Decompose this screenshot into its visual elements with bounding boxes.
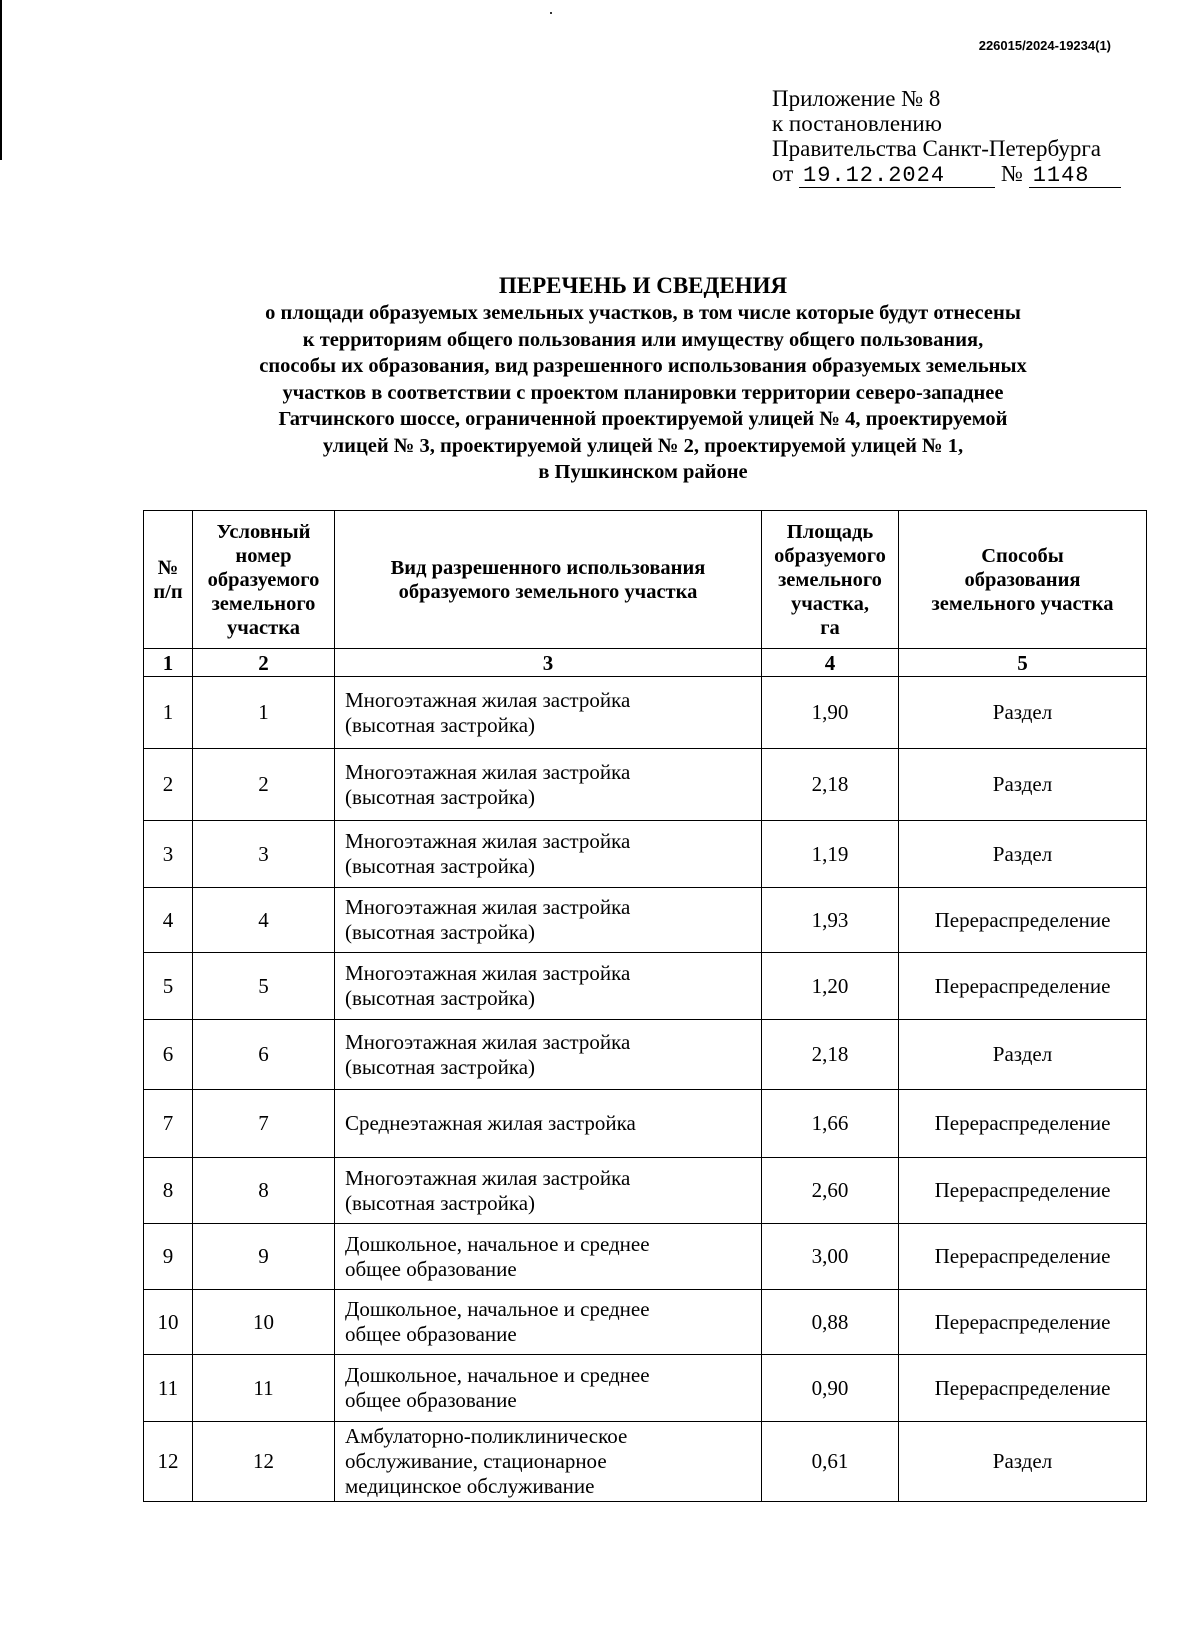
row-formation-method: Раздел: [899, 677, 1147, 749]
permitted-use-line: (высотная застройка): [345, 854, 536, 878]
appendix-resolution: к постановлению: [772, 111, 942, 136]
date-prefix: от: [772, 161, 794, 186]
permitted-use-line: Дошкольное, начальное и среднее: [345, 1297, 650, 1321]
row-index: 4: [144, 888, 193, 953]
permitted-use-line: медицинское обслуживание: [345, 1474, 595, 1498]
appendix-number: Приложение № 8: [772, 86, 941, 111]
row-area: 2,18: [762, 1020, 899, 1090]
row-permitted-use: [335, 677, 762, 749]
row-plot-number: 8: [193, 1158, 335, 1224]
scan-dot-mark: [550, 12, 552, 14]
row-plot-number: 5: [193, 953, 335, 1020]
table-row: [144, 1224, 1147, 1290]
permitted-use-line: обслуживание, стационарное: [345, 1449, 607, 1473]
permitted-use-line: общее образование: [345, 1322, 517, 1346]
row-formation-method: Раздел: [899, 821, 1147, 888]
row-permitted-use: [335, 1355, 762, 1422]
row-index: 5: [144, 953, 193, 1020]
row-formation-method: Перераспределение: [899, 1158, 1147, 1224]
table-body: [144, 677, 1147, 1502]
resolution-number: 1148: [1029, 165, 1121, 188]
row-index: 7: [144, 1090, 193, 1158]
column-number-row: [144, 649, 1147, 677]
header-permitted-use: Вид разрешенного использования образуемого земельного участка: [335, 511, 762, 649]
row-permitted-use: [335, 1290, 762, 1355]
permitted-use-line: (высотная застройка): [345, 986, 536, 1010]
row-formation-method: Перераспределение: [899, 1090, 1147, 1158]
table-row: [144, 1422, 1147, 1502]
row-permitted-use: [335, 953, 762, 1020]
permitted-use-line: Многоэтажная жилая застройка: [345, 895, 631, 919]
table-row: [144, 749, 1147, 821]
resolution-date: 19.12.2024: [799, 165, 995, 188]
permitted-use-line: (высотная застройка): [345, 784, 536, 809]
title-line: о площади образуемых земельных участков, в том числе которые будут отнесены: [265, 302, 1021, 324]
row-area: 1,93: [762, 888, 899, 953]
permitted-use-line: (высотная застройка): [345, 920, 536, 944]
column-number: 4: [762, 649, 899, 677]
row-permitted-use: [335, 888, 762, 953]
row-formation-method: Раздел: [899, 1422, 1147, 1502]
title-line: способы их образования, вид разрешенного использования образуемых земельных: [259, 355, 1027, 377]
row-plot-number: 9: [193, 1224, 335, 1290]
row-plot-number: 1: [193, 677, 335, 749]
permitted-use-line: Среднеэтажная жилая застройка: [345, 1111, 636, 1135]
permitted-use-line: Многоэтажная жилая застройка: [345, 961, 631, 985]
permitted-use-line: Амбулаторно-поликлиническое: [345, 1424, 628, 1448]
appendix-header: [772, 86, 1121, 188]
title-line: в Пушкинском районе: [538, 461, 748, 483]
row-index: 10: [144, 1290, 193, 1355]
title-line: участков в соответствии с проектом планировки территории северо-западнее: [282, 381, 1004, 404]
row-permitted-use: [335, 821, 762, 888]
row-index: 1: [144, 677, 193, 749]
row-area: 2,18: [762, 749, 899, 821]
land-plots-table: [143, 510, 1147, 1502]
column-number: 2: [193, 649, 335, 677]
column-number: 1: [144, 649, 193, 677]
permitted-use-line: Многоэтажная жилая застройка: [345, 687, 631, 712]
row-plot-number: 6: [193, 1020, 335, 1090]
row-index: 12: [144, 1422, 193, 1502]
row-area: 0,88: [762, 1290, 899, 1355]
table-row: [144, 888, 1147, 953]
permitted-use-line: Многоэтажная жилая застройка: [345, 759, 631, 784]
row-formation-method: Перераспределение: [899, 888, 1147, 953]
table-row: [144, 1020, 1147, 1090]
header-formation-method: Способы образования земельного участка: [899, 511, 1147, 649]
permitted-use-line: Многоэтажная жилая застройка: [345, 1029, 631, 1054]
permitted-use-line: общее образование: [345, 1388, 517, 1412]
table-row: [144, 1290, 1147, 1355]
document-title: [150, 272, 1136, 486]
permitted-use-line: Дошкольное, начальное и среднее: [345, 1231, 650, 1256]
appendix-government: Правительства Санкт-Петербурга: [772, 136, 1101, 161]
permitted-use-line: Многоэтажная жилая застройка: [345, 1165, 631, 1190]
row-area: 0,90: [762, 1355, 899, 1422]
column-number: 5: [899, 649, 1147, 677]
row-plot-number: 10: [193, 1290, 335, 1355]
row-index: 11: [144, 1355, 193, 1422]
row-formation-method: Раздел: [899, 749, 1147, 821]
row-index: 8: [144, 1158, 193, 1224]
table-row: [144, 953, 1147, 1020]
row-plot-number: 2: [193, 749, 335, 821]
title-line: к территориям общего пользования или имуществу общего пользования,: [302, 328, 984, 351]
row-index: 3: [144, 821, 193, 888]
row-permitted-use: [335, 749, 762, 821]
row-index: 2: [144, 749, 193, 821]
row-plot-number: 12: [193, 1422, 335, 1502]
document-id: 226015/2024-19234(1): [978, 38, 1111, 53]
row-index: 9: [144, 1224, 193, 1290]
permitted-use-line: общее образование: [345, 1256, 517, 1281]
row-formation-method: Перераспределение: [899, 1355, 1147, 1422]
row-area: 1,90: [762, 677, 899, 749]
column-number: 3: [335, 649, 762, 677]
row-permitted-use: [335, 1158, 762, 1224]
permitted-use-line: Многоэтажная жилая застройка: [345, 829, 631, 853]
header-area: Площадь образуемого земельного участка, га: [762, 511, 899, 649]
scan-edge-mark: [0, 0, 2, 160]
table-header-row: [144, 511, 1147, 649]
row-area: 0,61: [762, 1422, 899, 1502]
permitted-use-line: Дошкольное, начальное и среднее: [345, 1363, 650, 1387]
row-area: 1,20: [762, 953, 899, 1020]
table-row: [144, 1355, 1147, 1422]
row-permitted-use: [335, 1224, 762, 1290]
title-main: ПЕРЕЧЕНЬ И СВЕДЕНИЯ: [498, 273, 788, 298]
table-row: [144, 821, 1147, 888]
title-line: улицей № 3, проектируемой улицей № 2, проектируемой улицей № 1,: [322, 434, 964, 457]
row-permitted-use: [335, 1020, 762, 1090]
row-area: 1,66: [762, 1090, 899, 1158]
permitted-use-line: (высотная застройка): [345, 1190, 536, 1215]
row-plot-number: 7: [193, 1090, 335, 1158]
row-formation-method: Перераспределение: [899, 1290, 1147, 1355]
row-plot-number: 4: [193, 888, 335, 953]
row-area: 3,00: [762, 1224, 899, 1290]
title-line: Гатчинского шоссе, ограниченной проектируемой улицей № 4, проектируемой: [278, 408, 1008, 430]
row-permitted-use: [335, 1422, 762, 1502]
row-index: 6: [144, 1020, 193, 1090]
row-formation-method: Раздел: [899, 1020, 1147, 1090]
permitted-use-line: (высотная застройка): [345, 712, 536, 737]
number-prefix: №: [1001, 161, 1023, 186]
appendix-date-line: [772, 161, 1121, 188]
table-row: [144, 1158, 1147, 1224]
row-area: 1,19: [762, 821, 899, 888]
header-index: № п/п: [144, 511, 193, 649]
row-formation-method: Перераспределение: [899, 1224, 1147, 1290]
table-row: [144, 1090, 1147, 1158]
row-permitted-use: [335, 1090, 762, 1158]
row-area: 2,60: [762, 1158, 899, 1224]
table-row: [144, 677, 1147, 749]
row-plot-number: 11: [193, 1355, 335, 1422]
row-formation-method: Перераспределение: [899, 953, 1147, 1020]
header-plot-number: Условный номер образуемого земельного участка: [193, 511, 335, 649]
row-plot-number: 3: [193, 821, 335, 888]
permitted-use-line: (высотная застройка): [345, 1054, 536, 1079]
